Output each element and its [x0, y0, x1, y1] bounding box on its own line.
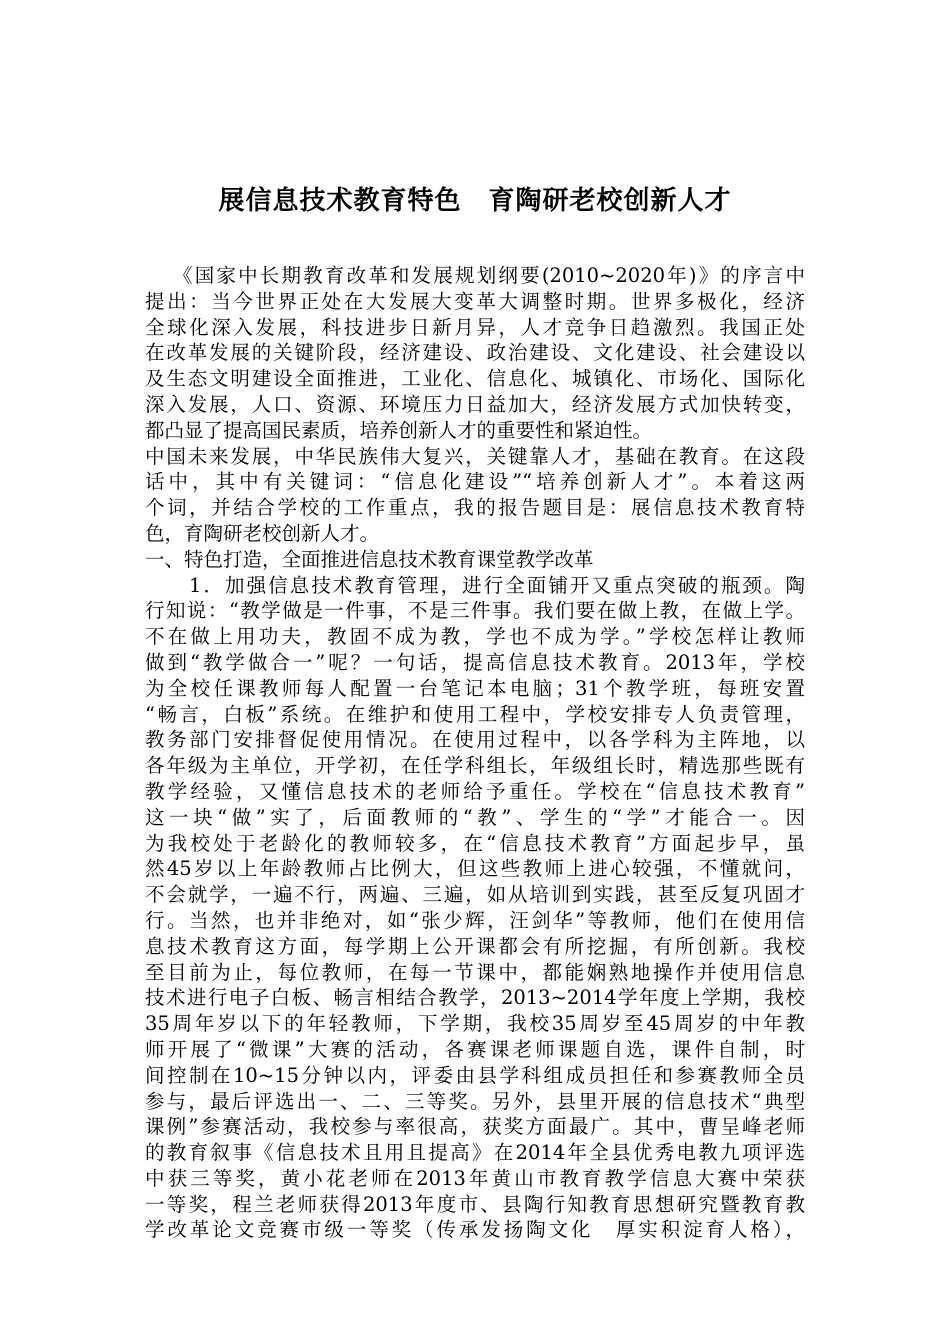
text-line: 课例”参赛活动，我校参与率很高，获奖方面最广。其中，曹呈峰老师 — [145, 1115, 805, 1139]
text-line: 中获三等奖，黄小花老师在2013年黄山市教育教学信息大赛中荣获 — [145, 1166, 805, 1190]
text-line: 为全校任课教师每人配置一台笔记本电脑；31个教学班，每班安置 — [145, 676, 805, 700]
text-line: 然45岁以上年龄教师占比例大，但这些教师上进心较强，不懂就问， — [145, 857, 805, 881]
section-heading: 一、特色打造，全面推进信息技术教育课堂教学改革 — [145, 547, 594, 571]
text-line: 不在做上用功夫，教固不成为教，学也不成为学。”学校怎样让教师 — [145, 625, 805, 649]
text-line: 色，育陶研老校创新人才。 — [145, 521, 380, 545]
text-line: 间控制在10~15分钟以内，评委由县学科组成员担任和参赛教师全员 — [145, 1063, 805, 1087]
text-line: 在改革发展的关键阶段，经济建设、政治建设、文化建设、社会建设以 — [145, 341, 805, 365]
text-line: 的教育叙事《信息技术且用且提高》在2014年全县优秀电教九项评选 — [145, 1141, 805, 1165]
text-line: 教务部门安排督促使用情况。在使用过程中，以各学科为主阵地，以 — [145, 728, 805, 752]
text-line: 话中，其中有关键词：“信息化建设”“培养创新人才”。本着这两 — [145, 470, 805, 494]
text-line: 师开展了“微课”大赛的活动，各赛课老师课题自选，课件自制，时 — [145, 1037, 805, 1061]
text-line: 行知说：“教学做是一件事，不是三件事。我们要在做上教，在做上学。 — [145, 599, 805, 623]
text-line: 都凸显了提高国民素质，培养创新人才的重要性和紧迫性。 — [145, 418, 653, 442]
text-line: 深入发展，人口、资源、环境压力日益加大，经济发展方式加快转变， — [145, 392, 805, 416]
text-line: 为我校处于老龄化的教师较多，在“信息技术教育”方面起步早，虽 — [145, 831, 805, 855]
text-line: 学改革论文竞赛市级一等奖（传承发扬陶文化 厚实积淀育人格）， — [145, 1218, 805, 1242]
text-line: 个词，并结合学校的工作重点，我的报告题目是：展信息技术教育特 — [145, 496, 805, 520]
text-line: 各年级为主单位，开学初，在任学科组长，年级组长时，精选那些既有 — [145, 754, 805, 778]
text-line: 提出：当今世界正处在大发展大变革大调整时期。世界多极化，经济 — [145, 289, 805, 313]
text-line: 行。当然，也并非绝对，如“张少辉，汪剑华”等教师，他们在使用信 — [145, 908, 805, 932]
document-body — [145, 263, 805, 1243]
text-line: 全球化深入发展，科技进步日新月异，人才竞争日趋激烈。我国正处 — [145, 315, 805, 339]
text-line: 一等奖，程兰老师获得2013年度市、县陶行知教育思想研究暨教育教 — [145, 1192, 805, 1216]
text-line: 35周年岁以下的年轻教师，下学期，我校35周岁至45周岁的中年教 — [145, 1012, 805, 1036]
text-line: “畅言，白板”系统。在维护和使用工程中，学校安排专人负责管理， — [145, 702, 805, 726]
text-line: 中国未来发展，中华民族伟大复兴，关键靠人才，基础在教育。在这段 — [145, 444, 805, 468]
text-line: 做到“教学做合一”呢？一句话，提高信息技术教育。2013年，学校 — [145, 650, 805, 674]
text-line: 技术进行电子白板、畅言相结合教学，2013~2014学年度上学期，我校 — [145, 986, 805, 1010]
text-line: 这一块“做”实了，后面教师的“教”、学生的“学”才能合一。因 — [145, 805, 805, 829]
text-line: 1．加强信息技术教育管理，进行全面铺开又重点突破的瓶颈。陶 — [189, 573, 805, 597]
text-line: 息技术教育这方面，每学期上公开课都会有所挖掘，有所创新。我校 — [145, 934, 805, 958]
text-line: 及生态文明建设全面推进，工业化、信息化、城镇化、市场化、国际化 — [145, 367, 805, 391]
text-line: 至目前为止，每位教师，在每一节课中，都能娴熟地操作并使用信息 — [145, 960, 805, 984]
document-title: 展信息技术教育特色 育陶研老校创新人才 — [218, 186, 732, 216]
text-line: 参与，最后评选出一、二、三等奖。另外，县里开展的信息技术“典型 — [145, 1089, 805, 1113]
text-line: 教学经验，又懂信息技术的老师给予重任。学校在“信息技术教育” — [145, 779, 805, 803]
text-line: 《国家中长期教育改革和发展规划纲要(2010~2020年)》的序言中 — [173, 264, 805, 287]
text-line: 不会就学，一遍不行，两遍、三遍，如从培训到实践，甚至反复巩固才 — [145, 883, 805, 907]
